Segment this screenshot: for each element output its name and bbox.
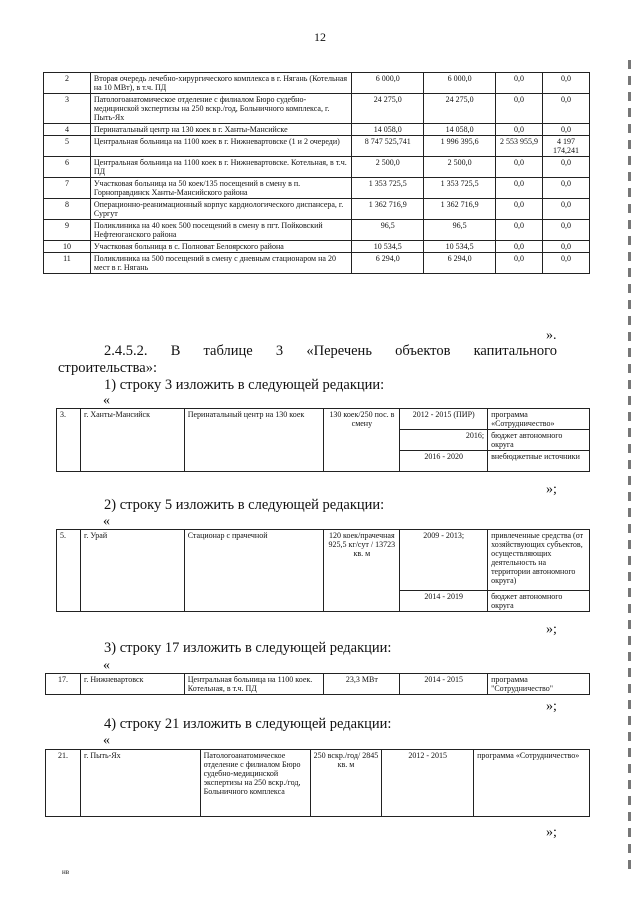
years-cell: 2016 - 2020 <box>400 451 488 472</box>
value-2013: 6 000,0 <box>424 73 496 94</box>
value-2014: 0,0 <box>496 253 543 274</box>
closing-quote: »; <box>546 482 557 497</box>
section-heading: 4) строку 21 изложить в следующей редакции: <box>104 716 392 732</box>
scan-edge-marks <box>628 60 631 870</box>
value-2015: 0,0 <box>543 241 590 253</box>
table-row <box>44 199 590 220</box>
years-cell: 2014 - 2015 <box>400 674 488 695</box>
section-heading: 3) строку 17 изложить в следующей редакции: <box>104 640 392 656</box>
row-number: 4 <box>44 124 91 136</box>
source-cell: привлеченные средства (от хозяйствующих субъектов, осуществляющих деятельность на территории автономного округа) <box>488 530 590 591</box>
closing-quote: » <box>546 328 553 343</box>
opening-quote: « <box>103 733 110 748</box>
row-number: 5. <box>57 530 81 612</box>
row-number: 21. <box>46 750 81 817</box>
page-number: 12 <box>314 30 326 44</box>
value-2015: 0,0 <box>543 157 590 178</box>
value-2014: 0,0 <box>496 199 543 220</box>
value-2015: 0,0 <box>543 124 590 136</box>
object-cell: Патологоанатомическое отделение с филиалом Бюро судебно-медицинской экспертизы на 250 вскр./год, Больничного комплекса <box>200 750 310 817</box>
value-2015: 0,0 <box>543 199 590 220</box>
table-row <box>44 94 590 124</box>
total-value: 6 294,0 <box>352 253 424 274</box>
para-word: капитального <box>473 343 557 359</box>
value-2014: 0,0 <box>496 73 543 94</box>
value-2014: 0,0 <box>496 124 543 136</box>
section-heading: 1) строку 3 изложить в следующей редакции: <box>104 377 385 393</box>
row-number: 7 <box>44 178 91 199</box>
total-value: 6 000,0 <box>352 73 424 94</box>
years-cell: 2014 - 2019 <box>400 591 488 612</box>
para-word: В <box>170 343 181 359</box>
object-name: Патологоанатомическое отделение с филиалом Бюро судебно-медицинской экспертизы на 250 вскр./год, Больничного комплекса, г. Пыть-Ях <box>90 94 351 124</box>
closing-quote: »; <box>546 622 557 637</box>
object-table-row-3 <box>56 408 590 472</box>
row-number: 9 <box>44 220 91 241</box>
table1-closing <box>546 328 557 344</box>
years-cell: 2009 - 2013; <box>400 530 488 591</box>
funding-table <box>43 72 590 274</box>
object-cell: Перинатальный центр на 130 коек <box>184 409 324 472</box>
total-value: 1 362 716,9 <box>352 199 424 220</box>
opening-quote: « <box>103 658 110 673</box>
total-value: 96,5 <box>352 220 424 241</box>
paragraph-line2: строительства»: <box>58 360 157 376</box>
value-2013: 24 275,0 <box>424 94 496 124</box>
source-cell: программа «Сотрудничество» <box>474 750 590 817</box>
object-name: Операционно-реанимационный корпус кардиологического диспансера, г. Сургут <box>90 199 351 220</box>
object-name: Участковая больница на 50 коек/135 посещений в смену в п. Горноправдинск Ханты-Мансийского района <box>90 178 351 199</box>
opening-quote: « <box>103 514 110 529</box>
table-row <box>44 73 590 94</box>
value-2015: 0,0 <box>543 178 590 199</box>
value-2015: 0,0 <box>543 73 590 94</box>
para-word: объектов <box>395 343 451 359</box>
value-2013: 14 058,0 <box>424 124 496 136</box>
table-row <box>44 253 590 274</box>
para-word: «Перечень <box>306 343 372 359</box>
object-name: Перинатальный центр на 130 коек в г. Ханты-Мансийске <box>90 124 351 136</box>
value-2014: 0,0 <box>496 157 543 178</box>
closing-period: . <box>553 328 557 343</box>
value-2014: 0,0 <box>496 94 543 124</box>
value-2013: 96,5 <box>424 220 496 241</box>
table-row <box>44 220 590 241</box>
opening-quote: « <box>103 393 110 408</box>
value-2014: 0,0 <box>496 178 543 199</box>
object-cell: Стационар с прачечной <box>184 530 324 612</box>
value-2013: 10 534,5 <box>424 241 496 253</box>
object-table-row-21 <box>45 749 590 817</box>
para-word: таблице <box>203 343 253 359</box>
city-cell: г. Нижневартовск <box>80 674 184 695</box>
value-2015: 0,0 <box>543 94 590 124</box>
years-cell: 2012 - 2015 <box>382 750 474 817</box>
capacity-cell: 120 коек/прачечная 925,5 кг/сут / 13723 кв. м <box>324 530 400 612</box>
row-number: 2 <box>44 73 91 94</box>
total-value: 1 353 725,5 <box>352 178 424 199</box>
value-2014: 0,0 <box>496 241 543 253</box>
total-value: 2 500,0 <box>352 157 424 178</box>
city-cell: г. Пыть-Ях <box>80 750 200 817</box>
object-name: Вторая очередь лечебно-хирургического комплекса в г. Нягань (Котельная на 10 МВт), в т.ч. ПД <box>90 73 351 94</box>
value-2014: 0,0 <box>496 220 543 241</box>
value-2013: 1 996 395,6 <box>424 136 496 157</box>
value-2013: 6 294,0 <box>424 253 496 274</box>
row-number: 3 <box>44 94 91 124</box>
object-name: Центральная больница на 1100 коек в г. Нижневартовске (1 и 2 очереди) <box>90 136 351 157</box>
value-2013: 1 353 725,5 <box>424 178 496 199</box>
source-cell: программа «Сотрудничество» <box>488 409 590 430</box>
object-table-row-17 <box>45 673 590 695</box>
source-cell: внебюджетные источники <box>488 451 590 472</box>
table-row <box>44 157 590 178</box>
total-value: 10 534,5 <box>352 241 424 253</box>
closing-quote: »; <box>546 825 557 840</box>
paragraph-line1 <box>104 343 557 360</box>
total-value: 8 747 525,741 <box>352 136 424 157</box>
value-2014: 2 553 955,9 <box>496 136 543 157</box>
city-cell: г. Ханты-Мансийск <box>80 409 184 472</box>
total-value: 24 275,0 <box>352 94 424 124</box>
object-name: Участковая больница в с. Полноват Белоярского района <box>90 241 351 253</box>
source-cell: бюджет автономного округа <box>488 430 590 451</box>
section-heading: 2) строку 5 изложить в следующей редакции: <box>104 497 385 513</box>
object-name: Поликлиника на 40 коек 500 посещений в смену в пгт. Пойковский Нефтеюганского района <box>90 220 351 241</box>
value-2013: 1 362 716,9 <box>424 199 496 220</box>
row-number: 5 <box>44 136 91 157</box>
capacity-cell: 250 вскр./год/ 2845 кв. м <box>310 750 382 817</box>
object-name: Поликлиника на 500 посещений в смену с дневным стационаром на 20 мест в г. Нягань <box>90 253 351 274</box>
object-table-row-5 <box>56 529 590 612</box>
table-row <box>44 241 590 253</box>
years-cell: 2016; <box>400 430 488 451</box>
para-word: 3 <box>275 343 284 359</box>
capacity-cell: 23,3 МВт <box>324 674 400 695</box>
capacity-cell: 130 коек/250 пос. в смену <box>324 409 400 472</box>
row-number: 6 <box>44 157 91 178</box>
object-cell: Центральная больница на 1100 коек. Котельная, в т.ч. ПД <box>184 674 324 695</box>
total-value: 14 058,0 <box>352 124 424 136</box>
para-word: 2.4.5.2. <box>104 343 148 359</box>
row-number: 3. <box>57 409 81 472</box>
value-2015: 0,0 <box>543 220 590 241</box>
table-row <box>44 136 590 157</box>
value-2013: 2 500,0 <box>424 157 496 178</box>
row-number: 17. <box>46 674 81 695</box>
value-2015: 4 197 174,241 <box>543 136 590 157</box>
city-cell: г. Урай <box>80 530 184 612</box>
row-number: 10 <box>44 241 91 253</box>
source-cell: бюджет автономного округа <box>488 591 590 612</box>
source-cell: программа "Сотрудничество" <box>488 674 590 695</box>
closing-quote: »; <box>546 699 557 714</box>
object-name: Центральная больница на 1100 коек в г. Нижневартовске. Котельная, в т.ч. ПД <box>90 157 351 178</box>
years-cell: 2012 - 2015 (ПИР) <box>400 409 488 430</box>
table-row <box>44 178 590 199</box>
row-number: 11 <box>44 253 91 274</box>
table-row <box>44 124 590 136</box>
value-2015: 0,0 <box>543 253 590 274</box>
row-number: 8 <box>44 199 91 220</box>
footer-mark: нв <box>62 868 70 876</box>
